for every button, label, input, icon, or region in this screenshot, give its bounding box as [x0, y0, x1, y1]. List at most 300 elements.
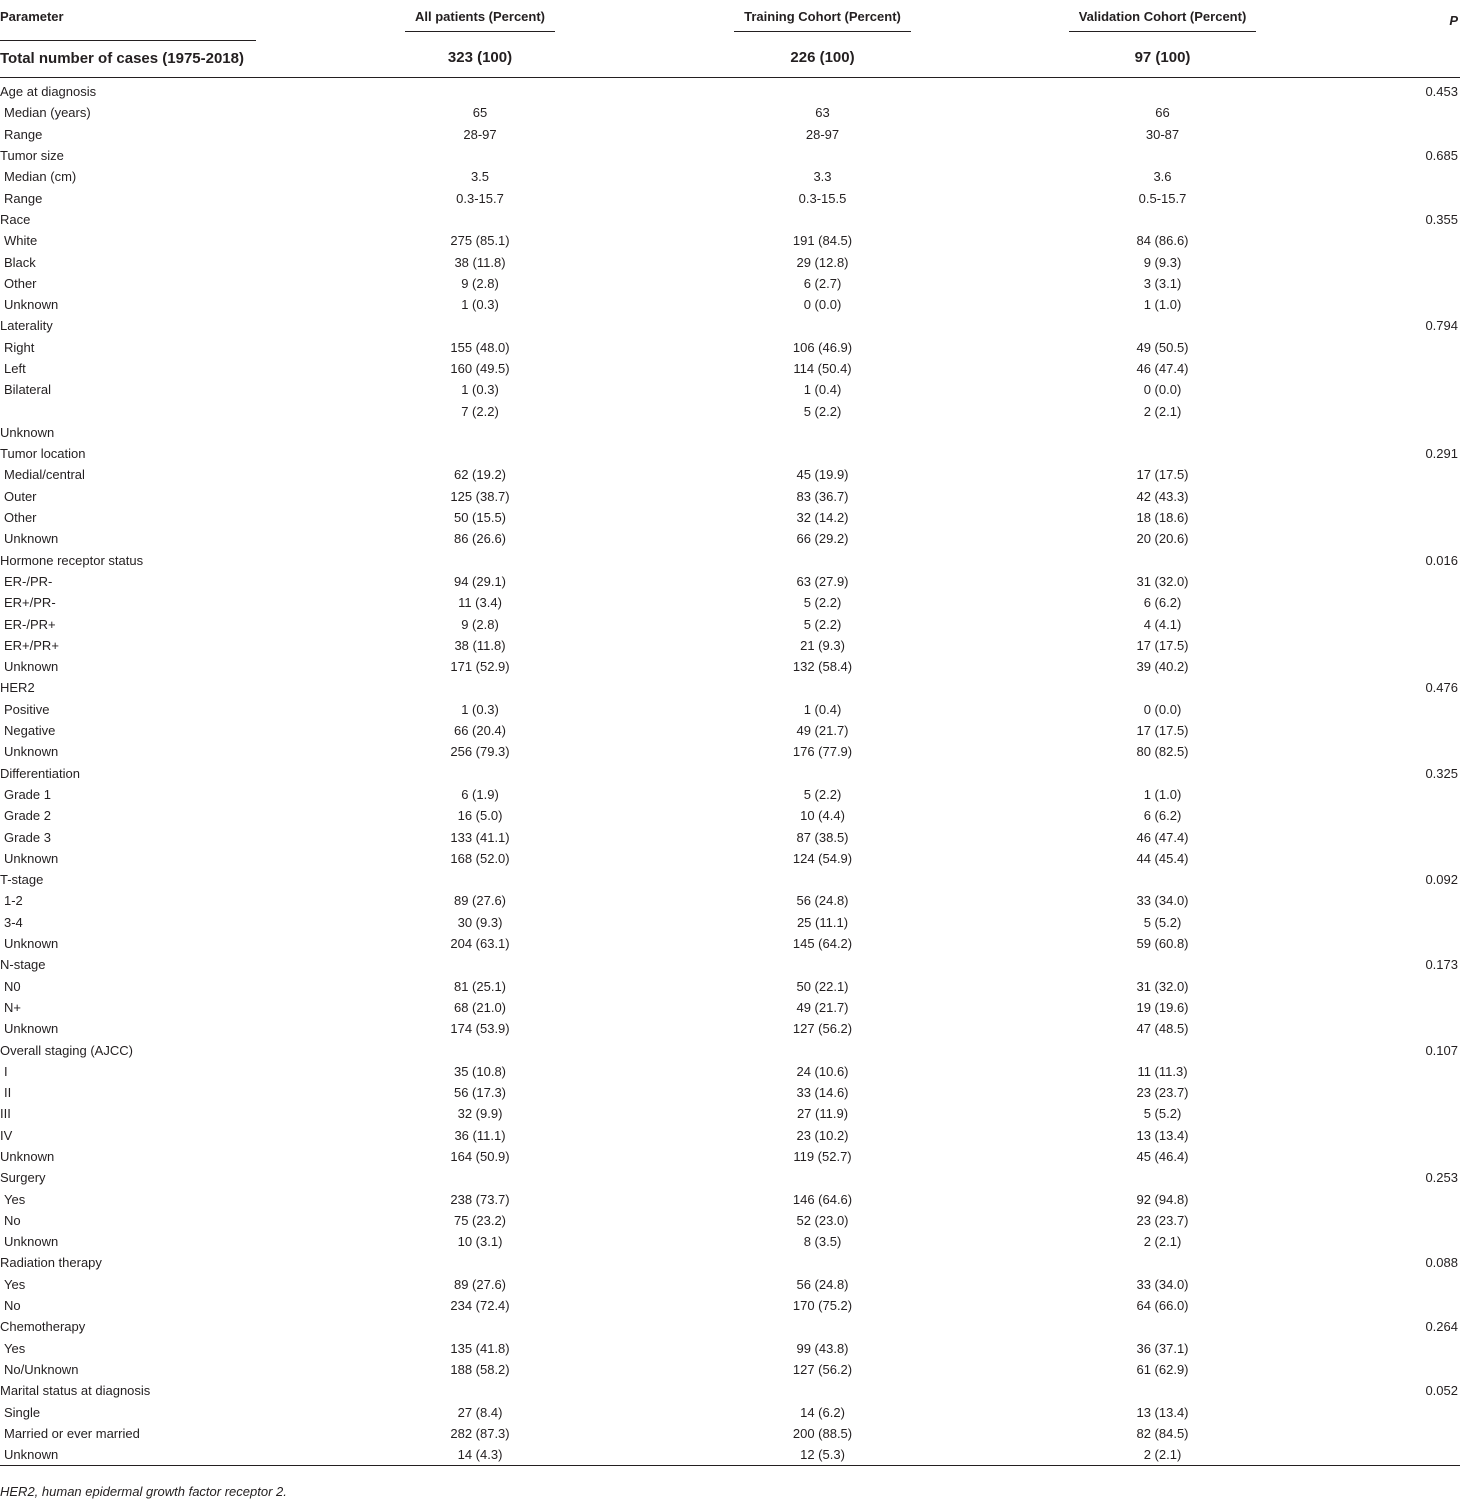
table-row: [0, 784, 1460, 805]
cell-p-value: [1330, 1103, 1460, 1124]
cell-p-value: 0.291: [1425, 446, 1458, 462]
cell-training-cohort: 132 (58.4): [792, 659, 853, 675]
row-label: Grade 1: [4, 786, 51, 802]
cell-validation-cohort: 49 (50.5): [1136, 339, 1189, 355]
cell-p-value: [1330, 571, 1460, 592]
cell-training-cohort: [650, 422, 995, 443]
cell-training-cohort: 145 (64.2): [792, 936, 853, 952]
cell-validation-cohort: 39 (40.2): [1136, 659, 1189, 675]
row-label: White: [4, 233, 38, 249]
table-footnote: HER2, human epidermal growth factor receptor 2.: [0, 1484, 287, 1499]
table-row: [0, 720, 1460, 741]
cell-all-patients: 68 (21.0): [453, 999, 507, 1015]
row-label: III: [0, 1106, 11, 1122]
header-p-value: P: [1449, 12, 1458, 28]
cell-training-cohort: [650, 1039, 995, 1060]
cell-training-cohort: 87 (38.5): [796, 829, 849, 845]
row-label: Tumor size: [0, 148, 64, 164]
table-row: [0, 379, 1460, 400]
cell-all-patients: 9 (2.8): [461, 275, 499, 291]
cell-validation-cohort: 33 (34.0): [1136, 1276, 1189, 1292]
row-label: No: [4, 1298, 21, 1314]
cell-validation-cohort: 11 (11.3): [1137, 1063, 1188, 1079]
cell-training-cohort: 99 (43.8): [796, 1340, 849, 1356]
cell-p-value: [1330, 1295, 1460, 1316]
row-label: Unknown: [4, 1234, 59, 1250]
cell-all-patients: [310, 422, 650, 443]
table-group-row: [0, 78, 1460, 103]
row-label: Other: [4, 275, 37, 291]
row-label: Unknown: [4, 297, 59, 313]
cell-all-patients: 94 (29.1): [453, 573, 507, 589]
cell-p-value: [1330, 294, 1460, 315]
cell-p-value: [1330, 486, 1460, 507]
cell-p-value: [1330, 741, 1460, 762]
cell-all-patients: 9 (2.8): [461, 616, 499, 632]
cell-validation-cohort: [995, 145, 1330, 166]
cell-training-cohort: 52 (23.0): [796, 1212, 849, 1228]
cell-p-value: [1330, 805, 1460, 826]
cell-all-patients: 282 (87.3): [450, 1425, 510, 1441]
total-row: [0, 40, 1460, 78]
cell-p-value: [1330, 464, 1460, 485]
cell-all-patients: [310, 677, 650, 698]
cell-training-cohort: 5 (2.2): [803, 595, 842, 611]
cell-p-value: [1330, 848, 1460, 869]
cell-training-cohort: 5 (2.2): [803, 403, 842, 419]
row-label: Grade 2: [4, 808, 51, 824]
cell-validation-cohort: [995, 1252, 1330, 1273]
cell-p-value: [1330, 933, 1460, 954]
row-label: ER+/PR-: [4, 595, 56, 611]
cell-all-patients: 174 (53.9): [450, 1021, 510, 1037]
total-label: Total number of cases (1975-2018): [0, 40, 310, 78]
cell-p-value: [1330, 251, 1460, 272]
cell-training-cohort: 5 (2.2): [803, 786, 842, 802]
table-row: [0, 1082, 1460, 1103]
row-label: Unknown: [4, 936, 59, 952]
row-label: Unknown: [4, 744, 59, 760]
cell-p-value: [1330, 337, 1460, 358]
cell-p-value: [1330, 400, 1460, 421]
cell-p-value: [1330, 1359, 1460, 1380]
cell-validation-cohort: [995, 315, 1330, 336]
cell-all-patients: 160 (49.5): [450, 361, 510, 376]
table-row: [0, 1210, 1460, 1231]
cell-validation-cohort: 64 (66.0): [1136, 1298, 1189, 1314]
cell-p-value: [1330, 379, 1460, 400]
cell-all-patients: 1 (0.3): [461, 701, 499, 717]
cell-validation-cohort: 59 (60.8): [1136, 936, 1189, 952]
cell-validation-cohort: [995, 763, 1330, 784]
cell-all-patients: [310, 763, 650, 784]
row-label: Range: [4, 190, 43, 206]
cell-training-cohort: 170 (75.2): [792, 1298, 853, 1314]
cell-validation-cohort: 46 (47.4): [1136, 361, 1189, 376]
row-label: ER+/PR+: [4, 637, 59, 653]
row-label: Unknown: [0, 424, 55, 440]
cell-all-patients: 275 (85.1): [450, 233, 510, 249]
row-label: IV: [0, 1127, 13, 1143]
cell-all-patients: 35 (10.8): [453, 1063, 507, 1079]
cell-all-patients: 81 (25.1): [453, 978, 507, 994]
cell-all-patients: [310, 78, 650, 103]
cell-all-patients: [310, 145, 650, 166]
table-row: [0, 251, 1460, 272]
cell-p-value: [1330, 230, 1460, 251]
table-group-row: [0, 550, 1460, 571]
cell-all-patients: 0.3-15.7: [456, 190, 504, 206]
cell-validation-cohort: 2 (2.1): [1143, 403, 1182, 419]
cell-p-value: [1330, 124, 1460, 145]
cell-p-value: [1330, 1423, 1460, 1444]
cell-validation-cohort: [995, 209, 1330, 230]
cell-p-value: 0.685: [1425, 148, 1458, 164]
cell-all-patients: [310, 1380, 650, 1401]
cell-validation-cohort: 5 (5.2): [1143, 914, 1182, 930]
cell-training-cohort: 3.3: [813, 169, 832, 185]
table-group-row: [0, 869, 1460, 890]
cell-training-cohort: [650, 443, 995, 464]
cell-training-cohort: 21 (9.3): [800, 637, 845, 653]
cell-all-patients: [310, 550, 650, 571]
cell-p-value: [1330, 1444, 1460, 1466]
table-row: [0, 1423, 1460, 1444]
cell-all-patients: 204 (63.1): [450, 936, 510, 952]
cell-p-value: [1330, 592, 1460, 613]
cell-all-patients: [310, 954, 650, 975]
table-group-row: [0, 145, 1460, 166]
table-group-row: [0, 315, 1460, 336]
table-row: [0, 1444, 1460, 1466]
cell-validation-cohort: 66: [1155, 105, 1170, 121]
cell-validation-cohort: [995, 1167, 1330, 1188]
row-label: HER2: [0, 680, 35, 696]
cell-p-value: 0.253: [1425, 1170, 1458, 1186]
table-row: [0, 741, 1460, 762]
row-label: Unknown: [4, 1021, 59, 1037]
table-row: [0, 592, 1460, 613]
cell-training-cohort: 23 (10.2): [796, 1127, 849, 1143]
table-group-row: [0, 1316, 1460, 1337]
row-label: Unknown: [4, 850, 59, 866]
table-row: [0, 1338, 1460, 1359]
table-body: [0, 78, 1460, 1466]
cell-all-patients: 75 (23.2): [453, 1212, 507, 1228]
cell-p-value: [1330, 890, 1460, 911]
cell-validation-cohort: 18 (18.6): [1136, 510, 1189, 526]
cell-all-patients: 14 (4.3): [310, 1444, 650, 1466]
cell-p-value: [1330, 507, 1460, 528]
cell-all-patients: 125 (38.7): [450, 488, 510, 504]
row-label: Black: [4, 254, 36, 270]
cell-validation-cohort: 82 (84.5): [1136, 1425, 1189, 1441]
cell-validation-cohort: [995, 954, 1330, 975]
cell-validation-cohort: 4 (4.1): [1143, 616, 1182, 632]
cell-training-cohort: 83 (36.7): [796, 488, 849, 504]
cell-all-patients: [310, 209, 650, 230]
table-group-row: [0, 1146, 1460, 1167]
cell-training-cohort: 0 (0.0): [803, 297, 842, 313]
cell-all-patients: 32 (9.9): [457, 1106, 503, 1122]
table-group-row: [0, 1380, 1460, 1401]
total-training: 226 (100): [650, 40, 995, 78]
cell-training-cohort: [650, 209, 995, 230]
cell-p-value: [1330, 1188, 1460, 1209]
table-group-row: [0, 422, 1460, 443]
cell-validation-cohort: [995, 78, 1330, 103]
cell-training-cohort: 66 (29.2): [796, 531, 849, 547]
row-label: Unknown: [0, 1444, 310, 1466]
cell-all-patients: 27 (8.4): [457, 1404, 503, 1420]
cell-all-patients: [310, 315, 650, 336]
cell-training-cohort: 49 (21.7): [796, 723, 849, 739]
cell-all-patients: 1 (0.3): [461, 382, 499, 398]
table-row: [0, 230, 1460, 251]
cell-p-value: [1330, 720, 1460, 741]
row-label: 3-4: [4, 914, 23, 930]
header-parameter: Parameter: [0, 9, 64, 24]
table-row: [0, 273, 1460, 294]
cell-all-patients: [310, 443, 650, 464]
table-row: [0, 337, 1460, 358]
cell-training-cohort: [650, 78, 995, 103]
table-row: [0, 358, 1460, 379]
cell-all-patients: 168 (52.0): [450, 850, 510, 866]
row-label: Single: [4, 1404, 41, 1420]
cell-all-patients: 238 (73.7): [450, 1191, 510, 1207]
cell-p-value: [1330, 635, 1460, 656]
row-label: Yes: [4, 1191, 26, 1207]
row-label: No: [4, 1212, 21, 1228]
cell-training-cohort: [650, 145, 995, 166]
cell-training-cohort: [650, 1167, 995, 1188]
table-row: [0, 486, 1460, 507]
cell-all-patients: 89 (27.6): [453, 893, 507, 909]
cell-validation-cohort: 31 (32.0): [1136, 978, 1189, 994]
cell-all-patients: 133 (41.1): [450, 829, 510, 845]
table-row: [0, 890, 1460, 911]
cell-all-patients: 171 (52.9): [450, 659, 510, 675]
table-group-row: [0, 443, 1460, 464]
cell-p-value: [1330, 102, 1460, 123]
cell-validation-cohort: 31 (32.0): [1136, 573, 1189, 589]
cell-training-cohort: 124 (54.9): [792, 850, 853, 866]
cell-validation-cohort: 20 (20.6): [1136, 531, 1189, 547]
cell-validation-cohort: 92 (94.8): [1136, 1191, 1189, 1207]
cell-training-cohort: 32 (14.2): [796, 510, 849, 526]
row-label: Laterality: [0, 318, 53, 334]
cell-validation-cohort: 80 (82.5): [1136, 744, 1189, 760]
cell-p-value: [1330, 1146, 1460, 1167]
cell-training-cohort: 14 (6.2): [800, 1404, 845, 1420]
cell-validation-cohort: [995, 1316, 1330, 1337]
cell-all-patients: 7 (2.2): [461, 403, 499, 419]
total-all: 323 (100): [310, 40, 650, 78]
cell-validation-cohort: 23 (23.7): [1136, 1212, 1189, 1228]
cell-training-cohort: 114 (50.4): [793, 361, 852, 376]
cell-p-value: [1330, 613, 1460, 634]
cell-all-patients: 3.5: [470, 169, 490, 185]
table-row: [0, 507, 1460, 528]
cell-all-patients: 66 (20.4): [453, 723, 507, 739]
total-p: [1330, 40, 1460, 78]
row-label: Outer: [4, 488, 37, 504]
cell-training-cohort: 49 (21.7): [796, 999, 849, 1015]
cell-training-cohort: 27 (11.9): [796, 1106, 849, 1122]
cell-validation-cohort: 33 (34.0): [1136, 893, 1189, 909]
cell-training-cohort: 12 (5.3): [650, 1444, 995, 1466]
cell-validation-cohort: 17 (17.5): [1136, 723, 1189, 739]
cell-p-value: [1330, 699, 1460, 720]
cell-p-value: [1330, 1274, 1460, 1295]
cell-training-cohort: 45 (19.9): [796, 467, 849, 483]
table-row: [0, 912, 1460, 933]
header-training-cohort: Training Cohort (Percent): [650, 0, 995, 40]
row-label: Yes: [4, 1340, 26, 1356]
table-row: [0, 1188, 1460, 1209]
row-label: ER-/PR-: [4, 573, 53, 589]
cell-validation-cohort: 6 (6.2): [1143, 808, 1182, 824]
cell-training-cohort: 0.3-15.5: [798, 190, 847, 206]
cell-p-value: [1330, 1401, 1460, 1422]
cell-p-value: [1330, 1210, 1460, 1231]
header-row: [0, 0, 1460, 40]
row-label: Hormone receptor status: [0, 552, 144, 568]
row-label: Married or ever married: [4, 1425, 140, 1441]
cell-all-patients: [310, 1039, 650, 1060]
row-label: Median (cm): [4, 169, 77, 185]
header-validation-cohort: Validation Cohort (Percent): [995, 0, 1330, 40]
total-validation: 97 (100): [995, 40, 1330, 78]
cell-p-value: [1330, 912, 1460, 933]
row-label: N0: [4, 978, 21, 994]
cell-all-patients: 50 (15.5): [453, 510, 507, 526]
cell-validation-cohort: 1 (1.0): [1143, 297, 1182, 313]
cell-training-cohort: 6 (2.7): [803, 275, 842, 291]
table-row: [0, 102, 1460, 123]
cell-p-value: [1330, 997, 1460, 1018]
cell-p-value: 0.264: [1425, 1319, 1458, 1335]
cell-training-cohort: [650, 315, 995, 336]
cell-all-patients: 6 (1.9): [461, 786, 499, 802]
row-label: Radiation therapy: [0, 1255, 102, 1271]
cell-training-cohort: 56 (24.8): [796, 1276, 849, 1292]
row-label: Left: [4, 361, 26, 376]
cell-training-cohort: 56 (24.8): [796, 893, 849, 909]
cell-p-value: [1330, 166, 1460, 187]
cell-training-cohort: 127 (56.2): [792, 1361, 853, 1377]
cell-all-patients: 38 (11.8): [454, 254, 506, 270]
row-label: Yes: [4, 1276, 26, 1292]
cell-all-patients: [310, 1167, 650, 1188]
cell-p-value: 0.052: [1425, 1383, 1458, 1399]
table-row: [0, 1018, 1460, 1039]
cell-validation-cohort: 2 (2.1): [1143, 1234, 1182, 1250]
row-label: ER-/PR+: [4, 616, 56, 632]
cell-p-value: [1330, 528, 1460, 549]
cell-training-cohort: [650, 1252, 995, 1273]
cell-all-patients: 256 (79.3): [450, 744, 510, 760]
cell-p-value: [1330, 187, 1460, 208]
cell-validation-cohort: 3 (3.1): [1143, 275, 1182, 291]
row-label: Tumor location: [0, 446, 86, 462]
cell-training-cohort: 25 (11.1): [796, 914, 849, 930]
cell-all-patients: 86 (26.6): [453, 531, 507, 547]
cell-training-cohort: [650, 677, 995, 698]
row-label: Differentiation: [0, 765, 80, 781]
row-label: Chemotherapy: [0, 1319, 86, 1335]
row-label: Medial/central: [4, 467, 85, 483]
cell-training-cohort: 1 (0.4): [803, 382, 842, 398]
cell-p-value: [1330, 1082, 1460, 1103]
cell-all-patients: 135 (41.8): [450, 1340, 510, 1356]
cell-p-value: [1330, 1231, 1460, 1252]
row-label: Median (years): [4, 105, 91, 121]
table-row: [0, 1274, 1460, 1295]
cell-validation-cohort: [995, 443, 1330, 464]
cell-validation-cohort: 42 (43.3): [1136, 488, 1189, 504]
table-group-row: [0, 1252, 1460, 1273]
cell-all-patients: [310, 1316, 650, 1337]
cell-training-cohort: 29 (12.8): [796, 254, 849, 270]
table-group-row: [0, 763, 1460, 784]
row-label: Positive: [4, 701, 50, 717]
table-row: [0, 635, 1460, 656]
cell-validation-cohort: 19 (19.6): [1136, 999, 1189, 1015]
table-row: [0, 699, 1460, 720]
table-group-row: [0, 1039, 1460, 1060]
row-label: Bilateral: [4, 382, 51, 398]
cell-p-value: [1330, 422, 1460, 443]
cell-validation-cohort: 0.5-15.7: [1138, 190, 1187, 206]
row-label: Unknown: [0, 1148, 55, 1164]
cell-training-cohort: [650, 869, 995, 890]
cell-validation-cohort: 3.6: [1153, 169, 1172, 185]
cell-all-patients: 155 (48.0): [450, 339, 510, 355]
cell-p-value: [1330, 1125, 1460, 1146]
cell-validation-cohort: 13 (13.4): [1136, 1404, 1189, 1420]
cell-validation-cohort: 0 (0.0): [1143, 382, 1182, 398]
cell-training-cohort: 10 (4.4): [800, 808, 845, 824]
row-label: Grade 3: [4, 829, 51, 845]
row-label: Overall staging (AJCC): [0, 1042, 133, 1058]
cell-training-cohort: 5 (2.2): [803, 616, 842, 632]
cell-training-cohort: 200 (88.5): [792, 1425, 853, 1441]
cell-all-patients: 36 (11.1): [454, 1127, 506, 1143]
table-row: [0, 124, 1460, 145]
table-row: [0, 656, 1460, 677]
row-label: Unknown: [4, 531, 59, 547]
row-label: No/Unknown: [4, 1361, 79, 1377]
cell-all-patients: 10 (3.1): [457, 1234, 503, 1250]
cell-p-value: 0.016: [1425, 552, 1458, 568]
table-row: [0, 1231, 1460, 1252]
cell-training-cohort: [650, 954, 995, 975]
table-row: [0, 1359, 1460, 1380]
cell-all-patients: 30 (9.3): [457, 914, 503, 930]
cell-p-value: [1330, 826, 1460, 847]
cell-training-cohort: 191 (84.5): [792, 233, 853, 249]
cell-training-cohort: 146 (64.6): [792, 1191, 853, 1207]
table-row: [0, 166, 1460, 187]
table-group-row: [0, 954, 1460, 975]
cell-training-cohort: 176 (77.9): [792, 744, 853, 760]
cell-all-patients: [310, 869, 650, 890]
row-label: Range: [4, 126, 43, 142]
cell-p-value: 0.453: [1425, 84, 1458, 100]
cell-validation-cohort: 6 (6.2): [1143, 595, 1182, 611]
